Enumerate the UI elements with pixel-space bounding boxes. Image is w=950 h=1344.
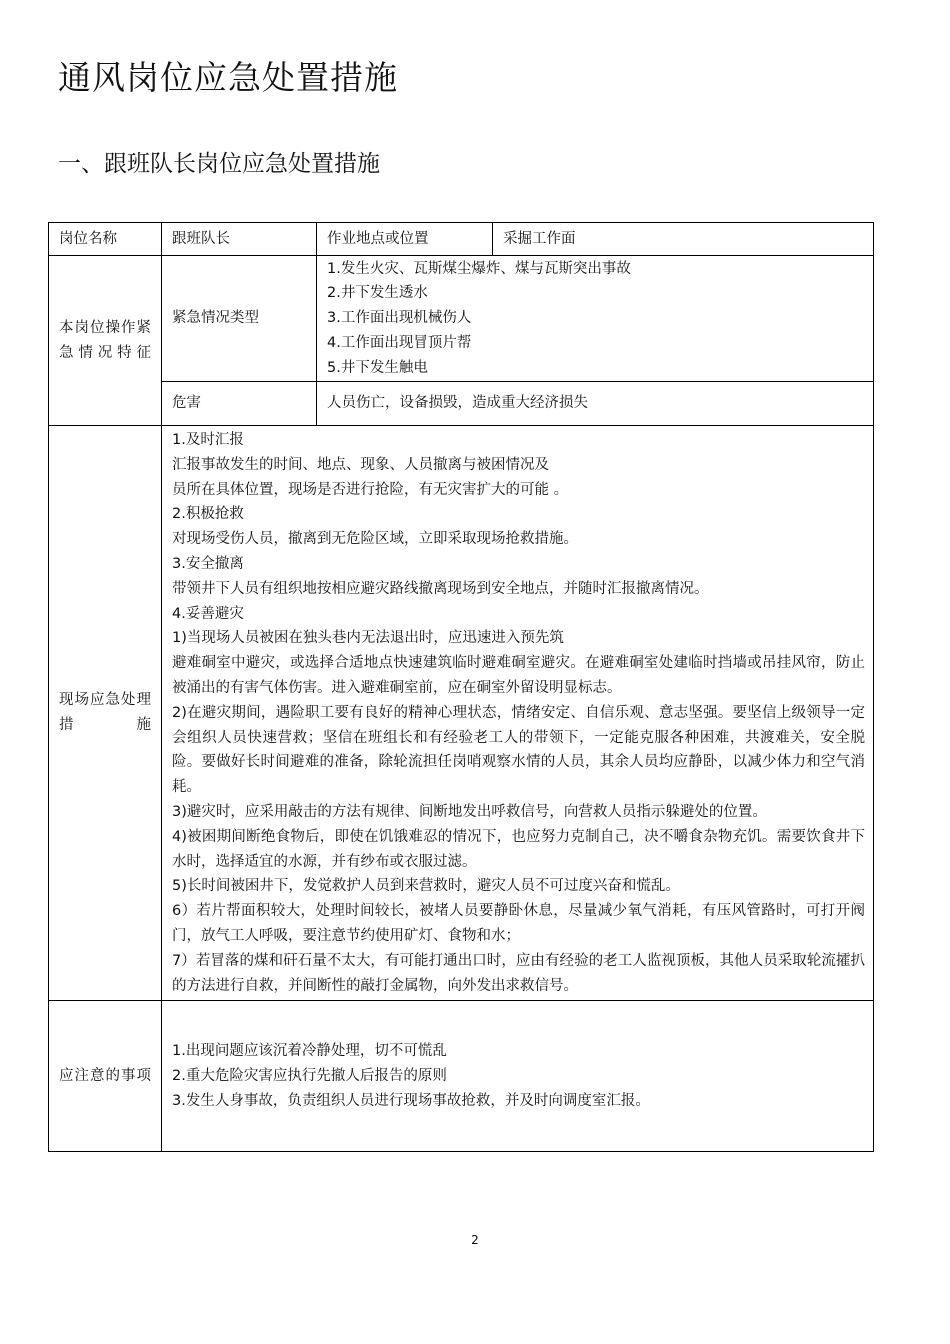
page-title: 通风岗位应急处置措施 xyxy=(58,58,398,97)
hazard-label: 危害 xyxy=(162,382,317,426)
measure-text: 对现场受伤人员，撤离到无危险区域，立即采取现场抢救措施。 xyxy=(172,531,578,548)
list-item: 1.发生火灾、瓦斯煤尘爆炸、煤与瓦斯突出事故 xyxy=(327,260,631,277)
measure-text: 6）若片帮面积较大，处理时间较长，被堵人员要静卧休息，尽量减少氧气消耗，有压风管路时，可打开阀门，放气工人呼吸，要注意节约使用矿灯、食物和水； xyxy=(172,903,865,944)
characteristics-label: 本岗位操作紧急情况特征 xyxy=(59,319,151,361)
measure-text: 避难硐室中避灾，或选择合适地点快速建筑临时避难硐室避灾。在避难硐室处建临时挡墙或吊挂风帘，防止被涌出的有害气体伤害。进入避难硐室前，应在硐室外留设明显标志。 xyxy=(172,655,865,696)
measures-content xyxy=(162,426,874,1001)
list-item: 4.工作面出现冒顶片帮 xyxy=(327,334,472,351)
measure-text: 汇报事故发生的时间、地点、现象、人员撤离与被困情况及 xyxy=(172,456,549,473)
post-name-value: 跟班队长 xyxy=(162,223,317,256)
list-item: 3.工作面出现机械伤人 xyxy=(327,310,472,327)
section-title: 一、跟班队长岗位应急处置措施 xyxy=(58,151,380,177)
location-label: 作业地点或位置 xyxy=(317,223,493,256)
measure-text: 员所在具体位置，现场是否进行抢险，有无灾害扩大的可能 。 xyxy=(172,481,569,498)
measure-item-title: 1.及时汇报 xyxy=(172,432,244,448)
measures-label-cell xyxy=(49,426,162,1001)
table-row xyxy=(49,1001,874,1152)
list-item: 3.发生人身事故，负责组织人员进行现场事故抢救，并及时向调度室汇报。 xyxy=(172,1092,650,1109)
hazard-value: 人员伤亡，设备损毁，造成重大经济损失 xyxy=(317,382,874,426)
page-number: 2 xyxy=(471,1233,479,1247)
measure-text: 5)长时间被困井下，发觉救护人员到来营救时，避灾人员不可过度兴奋和慌乱。 xyxy=(172,878,680,895)
measure-text: 1)当现场人员被困在独头巷内无法退出时，应迅速进入预先筑 xyxy=(172,630,564,647)
table-row xyxy=(49,256,874,382)
measures-label: 现场应急处理措施 xyxy=(59,692,151,734)
table-row xyxy=(49,223,874,256)
emergency-types-cell xyxy=(317,256,874,382)
measure-item-title: 3.安全撤离 xyxy=(172,555,244,572)
measure-text: 带领井下人员有组织地按相应避灾路线撤离现场到安全地点，并随时汇报撤离情况。 xyxy=(172,580,709,597)
list-item: 1.出现问题应该沉着冷静处理，切不可慌乱 xyxy=(172,1043,447,1060)
measure-item-title: 2.积极抢救 xyxy=(172,506,244,523)
location-value: 采掘工作面 xyxy=(493,223,874,256)
measure-text: 7）若冒落的煤和矸石量不太大，有可能打通出口时，应由有经验的老工人监视顶板，其他人员采取轮流攉扒的方法进行自救，并间断性的敲打金属物，向外发出求救信号。 xyxy=(172,952,865,994)
notes-label-cell xyxy=(49,1001,162,1152)
table-row xyxy=(49,382,874,426)
measure-text: 3)避灾时，应采用敲击的方法有规律、间断地发出呼救信号，向营救人员指示躲避处的位置。 xyxy=(172,803,767,820)
list-item: 5.井下发生触电 xyxy=(327,359,428,376)
notes-content xyxy=(162,1001,874,1152)
notes-label: 应注意的事项 xyxy=(59,1067,151,1084)
table-row xyxy=(49,426,874,1001)
measure-item-title: 4.妥善避灾 xyxy=(172,605,244,622)
list-item: 2.井下发生透水 xyxy=(327,285,428,302)
measure-text: 2)在避灾期间，遇险职工要有良好的精神心理状态，情绪安定、自信乐观、意志坚强。要坚信上级领导一定会组织人员快速营救；坚信在班组长和有经验老工人的带领下，一定能克服各种困难，共渡难关，安全脱险。要做好长时间避难的准备，除轮流担任岗哨观察水情的人员，其余人员均应静卧，以减少体力和空气消耗。 xyxy=(172,704,865,796)
post-name-label: 岗位名称 xyxy=(49,223,162,256)
list-item: 2.重大危险灾害应执行先撤人后报告的原则 xyxy=(172,1067,447,1084)
emergency-type-label: 紧急情况类型 xyxy=(162,256,317,382)
characteristics-label-cell xyxy=(49,256,162,426)
emergency-measures-table xyxy=(48,222,874,1152)
measure-text: 4)被困期间断绝食物后，即使在饥饿难忍的情况下，也应努力克制自己，决不嚼食杂物充饥。需要饮食井下水时，选择适宜的水源，并有纱布或衣服过滤。 xyxy=(172,828,865,870)
